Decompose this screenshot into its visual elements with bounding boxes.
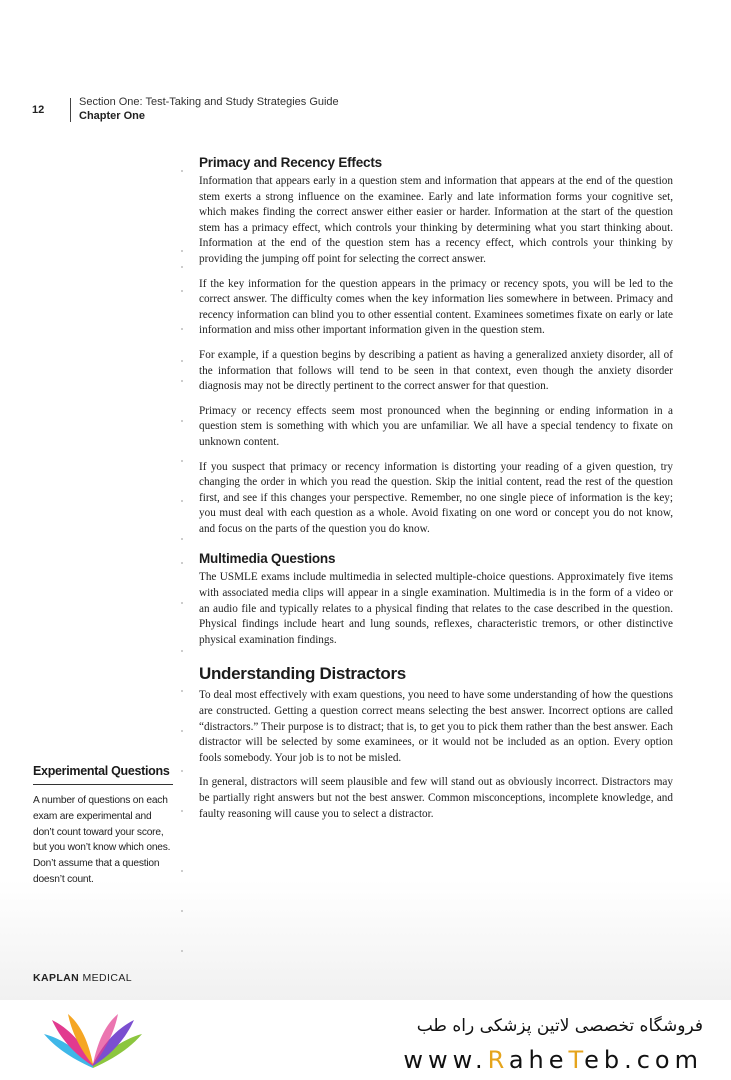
section-title: Section One: Test-Taking and Study Strategies Guide bbox=[79, 96, 339, 108]
url-part: eb.com bbox=[584, 1046, 703, 1074]
url-part: T bbox=[568, 1046, 585, 1074]
page-number: 12 bbox=[32, 104, 45, 116]
margin-dot bbox=[181, 250, 183, 252]
margin-dot bbox=[181, 500, 183, 502]
paragraph: Information that appears early in a question stem and information that appears at the end of the question stem exerts a strong influence on the examinee. Early and late information forms your cognitive set, which makes finding the correct answer either easier or harder. Information at the start of the question stem has a primacy effect, which controls your thinking by determining what you start thinking about. Information at the end of the question stem has a recency effect, which controls your thinking by providing the jumping off point for selecting the correct answer. bbox=[199, 175, 673, 265]
main-content bbox=[199, 155, 673, 822]
margin-dot bbox=[181, 770, 183, 772]
paragraph: The USMLE exams include multimedia in selected multiple-choice questions. Approximately five items with associated media clips will appear in a single examination. Multimedia is in the form of a video or an audio file and typically relates to a physical finding that relates to the case described in the question. Physical findings include heart and lung sounds, reflexes, characteristic tremors, or other distinctive physical examination findings. bbox=[199, 571, 673, 646]
margin-dot bbox=[181, 602, 183, 604]
sidebar-text: A number of questions on each exam are experimental and don’t count toward your score, but you won’t know which ones. Don’t assume that a question doesn’t count. bbox=[33, 795, 171, 885]
url-part: ahe bbox=[508, 1046, 569, 1074]
margin-dot bbox=[181, 690, 183, 692]
url-part: www. bbox=[403, 1046, 488, 1074]
margin-dot bbox=[181, 870, 183, 872]
shop-name: فروشگاه تخصصی لاتین پزشکی راه طب bbox=[416, 1016, 703, 1036]
margin-dot bbox=[181, 460, 183, 462]
margin-dot bbox=[181, 730, 183, 732]
paragraph: For example, if a question begins by describing a patient as having a generalized anxiety disorder, all of the information that follows will tend to be seen in that context, even though the anxiety disorder diagnosis may not be directly pertinent to the correct answer for that question. bbox=[199, 348, 673, 393]
margin-dot bbox=[181, 360, 183, 362]
margin-dot bbox=[181, 266, 183, 268]
paragraph: In general, distractors will seem plausible and few will stand out as obviously incorrect. Distractors may be partially right answers but not the best answer. Common misconceptions, incomplete knowledge, and faulty reasoning will cause you to select a distractor. bbox=[199, 776, 673, 820]
brand-name: KAPLAN bbox=[33, 972, 80, 984]
margin-dot bbox=[181, 650, 183, 652]
paragraph: Primacy or recency effects seem most pronounced when the beginning or ending information in a question stem is something with which you are unfamiliar. We all have a special tendency to fixate on unknown content. bbox=[199, 404, 673, 448]
margin-dot bbox=[181, 950, 183, 952]
header-divider bbox=[70, 98, 71, 122]
url-part: R bbox=[487, 1046, 509, 1074]
kaplan-medical-logo bbox=[33, 972, 132, 984]
paragraph: To deal most effectively with exam questions, you need to have some understanding of how the questions are constructed. Getting a question correct means selecting the best answer. Incorrect options are called “distractors.” Their purpose is to distract; that is, to get you to pick them rather than the best answer. Each distractor will be selected by some examinees, or it would not be included as an option. Every option fools somebody. Your job is to not be misled. bbox=[199, 689, 673, 764]
margin-dot bbox=[181, 170, 183, 172]
running-header bbox=[32, 96, 712, 126]
chapter-title: Chapter One bbox=[79, 110, 146, 122]
brand-suffix: MEDICAL bbox=[82, 972, 132, 984]
paragraph: If you suspect that primacy or recency information is distorting your reading of a given question, try changing the order in which you read the question. Skip the initial content, read the rest of the question first, and see if this changes your perspective. Remember, no one single piece of information is the key; you must deal with each question as a whole. Avoid fixating on one word or concept you do not know, and focus on the parts of the question you do know. bbox=[199, 460, 673, 535]
section-heading-primacy: Primacy and Recency Effects bbox=[199, 155, 382, 170]
sidebar-note bbox=[33, 764, 173, 888]
paragraph: If the key information for the question appears in the primacy or recency spots, you will be led to the correct answer. The difficulty comes when the key information lies somewhere in between. Primacy and recency information can blind you to other essential content. Examinees sometimes fixate on early or late information and miss other important information given in the question stem. bbox=[199, 277, 673, 337]
margin-dot bbox=[181, 290, 183, 292]
margin-dot bbox=[181, 420, 183, 422]
open-book-logo-icon bbox=[38, 1012, 148, 1072]
margin-dot bbox=[181, 328, 183, 330]
margin-dot bbox=[181, 380, 183, 382]
margin-dot-guide bbox=[181, 170, 185, 960]
section-heading-multimedia: Multimedia Questions bbox=[199, 551, 336, 567]
shop-url[interactable] bbox=[403, 1046, 703, 1074]
margin-dot bbox=[181, 910, 183, 912]
margin-dot bbox=[181, 562, 183, 564]
sidebar-title: Experimental Questions bbox=[33, 764, 173, 785]
section-heading-distractors: Understanding Distractors bbox=[199, 664, 406, 684]
margin-dot bbox=[181, 538, 183, 540]
margin-dot bbox=[181, 810, 183, 812]
